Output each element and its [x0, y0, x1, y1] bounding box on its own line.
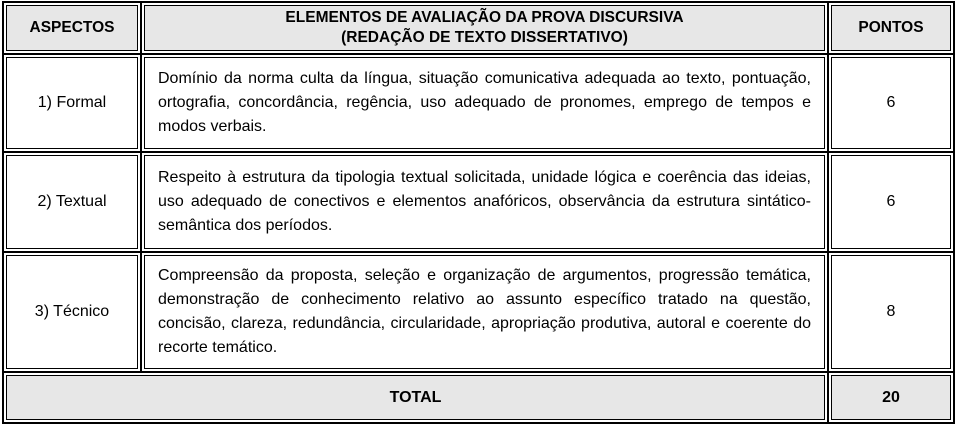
aspect-description: Compreensão da proposta, seleção e organização de argumentos, progressão temática, demonstração de conhecimento relativo ao assunto específico tratado na questão, concisão, clareza, redundância, circularidade, apropriação produtiva, autoral e coerente do recorte temático.: [158, 267, 811, 356]
aspect-label: 2) Textual: [37, 193, 107, 210]
total-label: TOTAL: [389, 388, 442, 406]
aspect-points: 8: [886, 303, 896, 320]
total-value: 20: [882, 388, 900, 406]
total-value-cell: [828, 372, 954, 423]
header-pontos-cell: [828, 2, 954, 54]
header-elementos-subtitle: (REDAÇÃO DE TEXTO DISSERTATIVO): [341, 29, 628, 46]
header-aspectos-cell: [3, 2, 141, 54]
aspect-label: 3) Técnico: [34, 303, 110, 320]
table-row: [3, 152, 954, 252]
aspect-description: Respeito à estrutura da tipologia textual solicitada, unidade lógica e coerência das ideias, uso adequado de conectivos e elementos anafóricos, observância da estrutura sintático-semântica dos períodos.: [158, 169, 811, 234]
table-row: [3, 54, 954, 152]
table-header-row: [3, 2, 954, 54]
aspect-label: 1) Formal: [37, 94, 107, 111]
header-elementos-cell: [141, 2, 828, 54]
aspect-points: 6: [886, 94, 896, 111]
evaluation-criteria-table: [2, 1, 955, 424]
aspect-points: 6: [886, 193, 896, 210]
header-aspectos: ASPECTOS: [29, 19, 115, 36]
header-elementos-title: ELEMENTOS DE AVALIAÇÃO DA PROVA DISCURSIVA: [285, 9, 684, 26]
evaluation-table-wrapper: [2, 1, 953, 424]
table-row: [3, 252, 954, 372]
aspect-description: Domínio da norma culta da língua, situação comunicativa adequada ao texto, pontuação, ortografia, concordância, regência, uso adequado de pronomes, emprego de tempos e modos verbais.: [158, 70, 811, 135]
total-row: [3, 372, 954, 423]
total-label-cell: [3, 372, 828, 423]
header-pontos: PONTOS: [858, 19, 924, 36]
